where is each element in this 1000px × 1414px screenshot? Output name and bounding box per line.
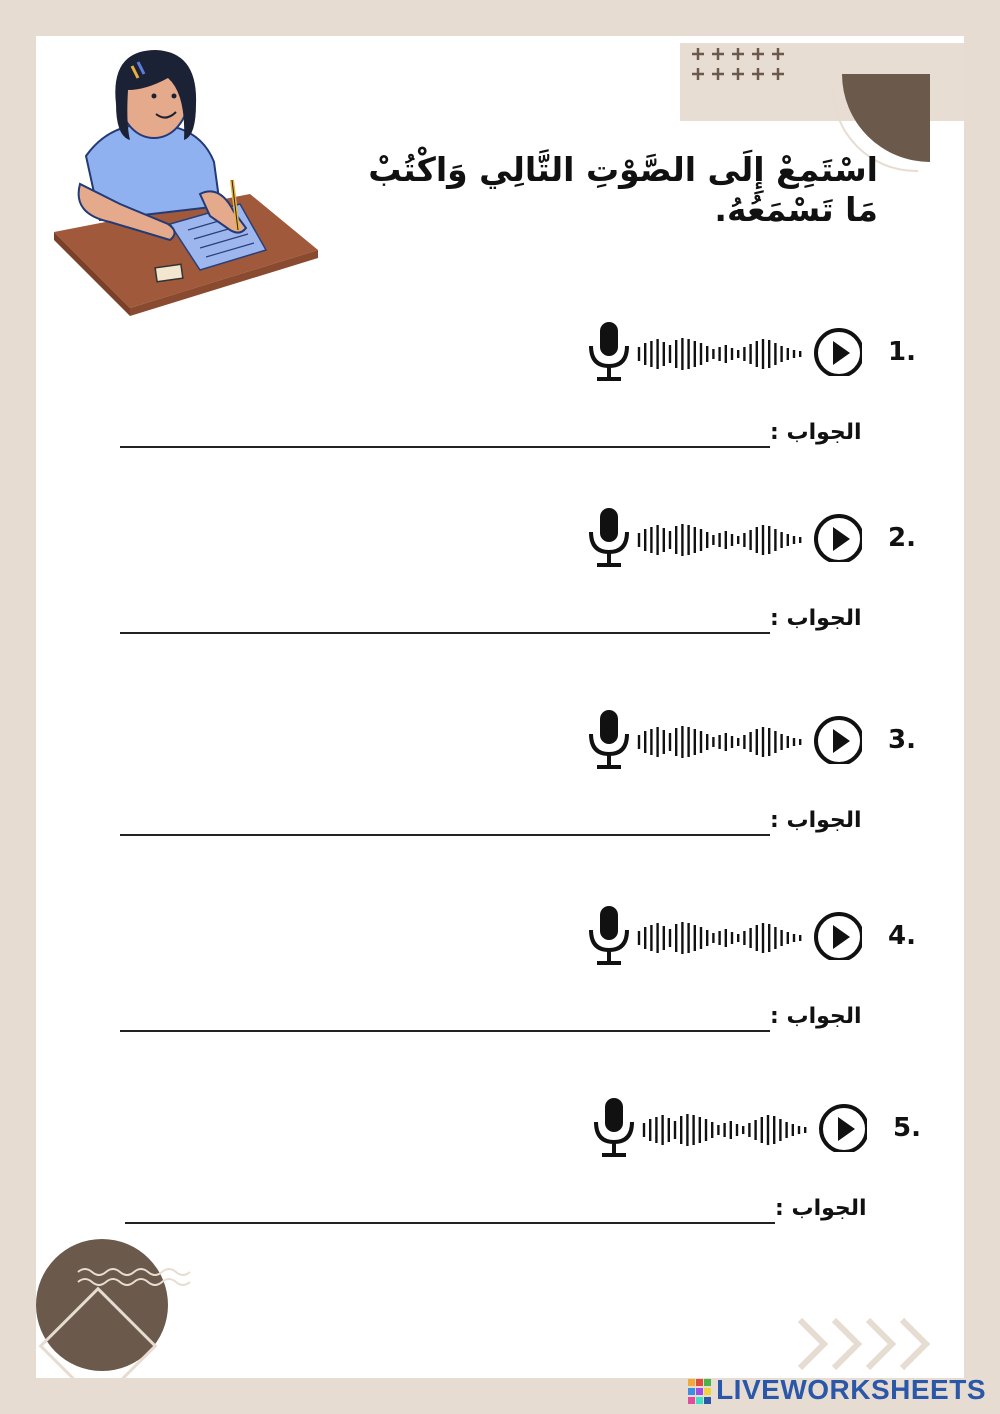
answer-label: الجواب : <box>770 1004 862 1029</box>
question-3 <box>36 720 964 900</box>
play-icon[interactable] <box>812 910 862 960</box>
instruction-line-1: اسْتَمِعْ إِلَى الصَّوْتِ التَّالِي وَاكْتُبْ <box>368 150 878 189</box>
question-number: 1. <box>888 337 916 367</box>
answer-label: الجواب : <box>775 1196 867 1221</box>
question-4 <box>36 916 964 1096</box>
play-icon[interactable] <box>812 714 862 764</box>
instruction-line-2: مَا تَسْمَعُهُ. <box>714 190 878 230</box>
answer-input-line[interactable] <box>120 1030 770 1032</box>
microphone-icon <box>585 506 633 570</box>
sound-wave-icon <box>636 334 808 374</box>
answer-input-line[interactable] <box>120 632 770 634</box>
play-icon[interactable] <box>812 326 862 376</box>
microphone-icon <box>590 1096 638 1160</box>
worksheet-page <box>36 36 964 1378</box>
question-1 <box>36 332 964 512</box>
answer-label: الجواب : <box>770 606 862 631</box>
question-5 <box>36 1108 964 1288</box>
sound-wave-icon <box>636 722 808 762</box>
microphone-icon <box>585 904 633 968</box>
sound-wave-icon <box>641 1110 813 1150</box>
question-number: 3. <box>888 725 916 755</box>
question-2 <box>36 518 964 698</box>
play-icon[interactable] <box>817 1102 867 1152</box>
student-writing-illustration <box>50 44 330 324</box>
liveworksheets-logo-icon <box>688 1379 712 1405</box>
play-icon[interactable] <box>812 512 862 562</box>
sound-wave-icon <box>636 520 808 560</box>
plus-pattern-icon <box>686 36 796 102</box>
microphone-icon <box>585 708 633 772</box>
brand-logo <box>688 1374 986 1406</box>
question-number: 2. <box>888 523 916 553</box>
instruction-text <box>358 150 878 231</box>
answer-input-line[interactable] <box>120 446 770 448</box>
microphone-icon <box>585 320 633 384</box>
question-number: 5. <box>893 1113 921 1143</box>
question-number: 4. <box>888 921 916 951</box>
answer-label: الجواب : <box>770 420 862 445</box>
wave-squiggle-icon <box>76 1264 196 1304</box>
sound-wave-icon <box>636 918 808 958</box>
answer-label: الجواب : <box>770 808 862 833</box>
answer-input-line[interactable] <box>125 1222 775 1224</box>
answer-input-line[interactable] <box>120 834 770 836</box>
brand-name: LIVEWORKSHEETS <box>716 1374 986 1405</box>
chevron-arrows-icon <box>794 1314 954 1374</box>
